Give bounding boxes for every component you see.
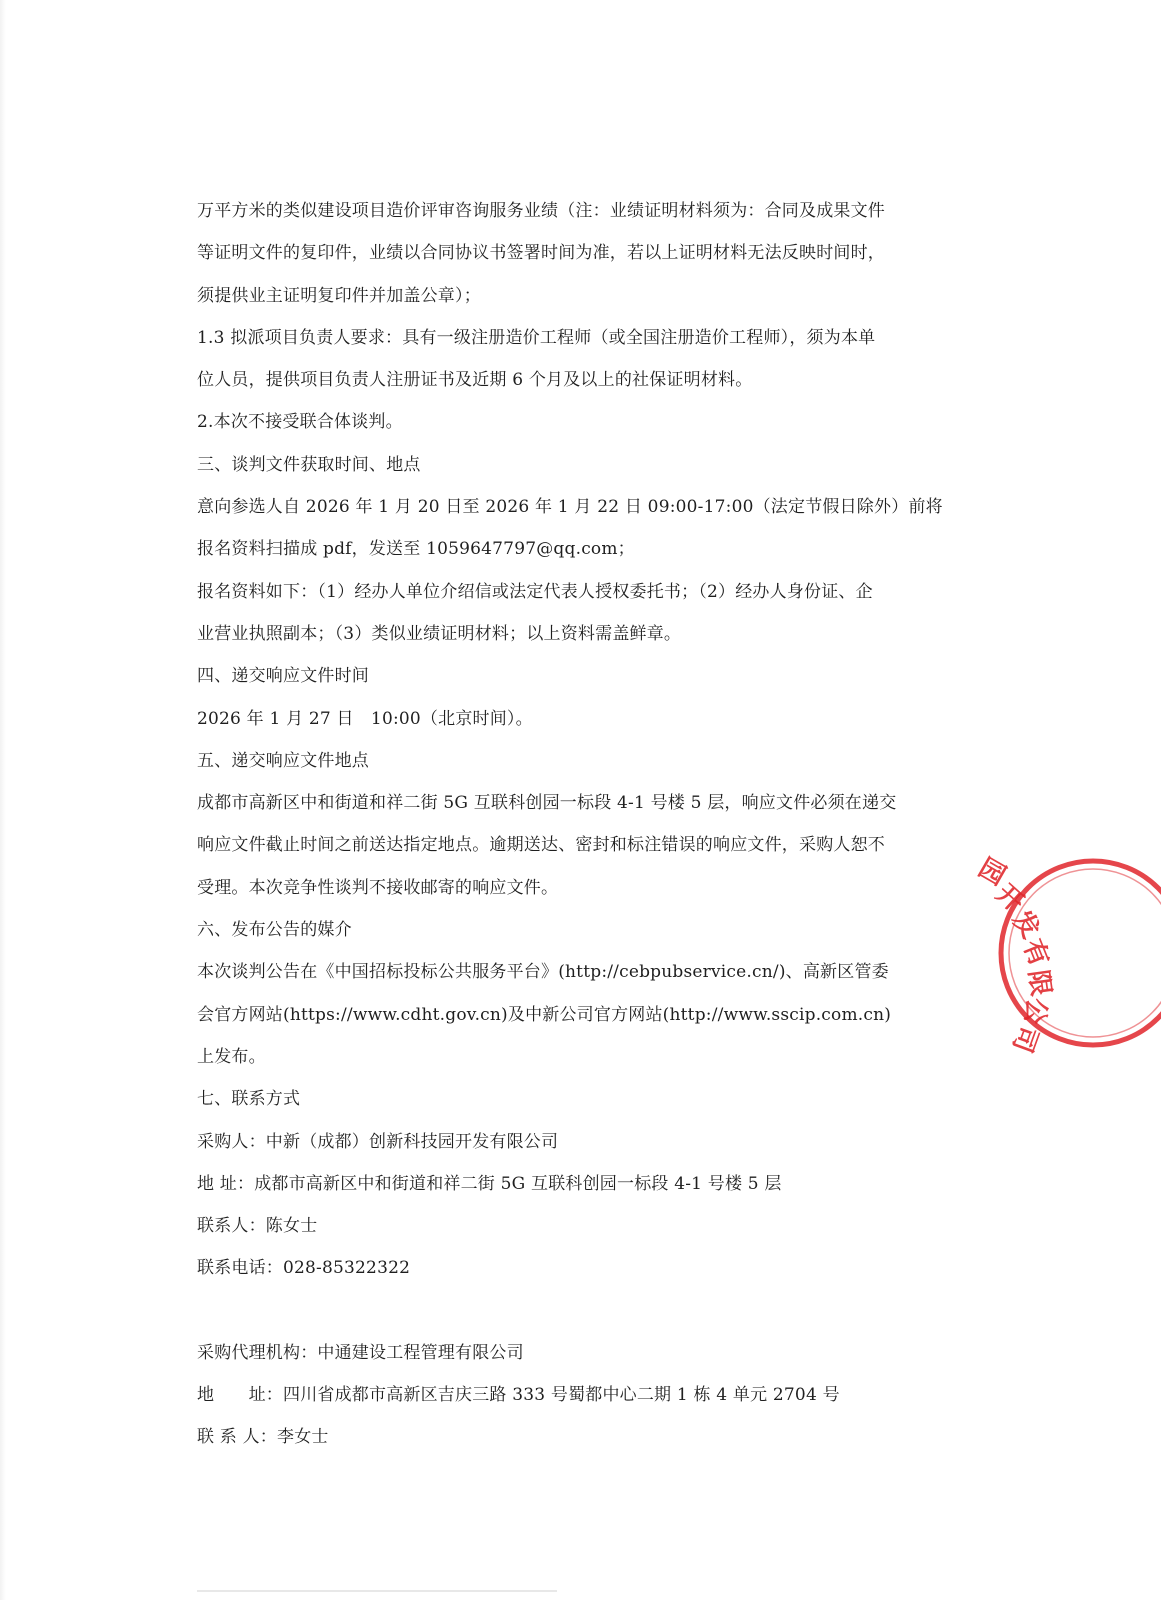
body-line: 意向参选人自 2026 年 1 月 20 日至 2026 年 1 月 22 日 09:00-17:00（法定节假日除外）前将	[197, 497, 943, 518]
agency-contact: 联 系 人：李女士	[197, 1427, 329, 1448]
purchaser-name: 采购人：中新（成都）创新科技园开发有限公司	[197, 1131, 559, 1152]
svg-text:公: 公	[1018, 996, 1052, 1026]
agency-address: 地 址：四川省成都市高新区吉庆三路 333 号蜀都中心二期 1 栋 4 单元 2704 号	[197, 1385, 840, 1406]
body-line: 报名资料如下：（1）经办人单位介绍信或法定代表人授权委托书；（2）经办人身份证、企	[197, 581, 873, 602]
company-seal-stamp	[973, 848, 1161, 1058]
section-heading-7: 七、联系方式	[197, 1089, 301, 1110]
body-line: 报名资料扫描成 pdf，发送至 1059647797@qq.com；	[197, 539, 635, 560]
seal-outer-ring	[1001, 861, 1161, 1045]
svg-text:园: 园	[973, 853, 1011, 892]
purchaser-phone: 联系电话：028-85322322	[197, 1258, 411, 1279]
svg-text:司: 司	[1006, 1021, 1044, 1057]
body-line: 成都市高新区中和街道和祥二街 5G 互联科创园一标段 4-1 号楼 5 层，响应文件必须在递交	[197, 793, 897, 814]
body-line: 2026 年 1 月 27 日 10:00（北京时间）。	[197, 708, 533, 729]
scan-edge	[0, 0, 6, 1600]
section-heading-6: 六、发布公告的媒介	[197, 920, 352, 941]
body-line: 上发布。	[197, 1046, 266, 1067]
footer-rule	[197, 1590, 557, 1592]
body-line: 响应文件截止时间之前送达指定地点。逾期送达、密封和标注错误的响应文件，采购人恕不	[197, 835, 885, 856]
body-line: 万平方米的类似建设项目造价评审咨询服务业绩（注：业绩证明材料须为：合同及成果文件	[197, 201, 885, 221]
svg-text:开: 开	[990, 878, 1030, 919]
body-line: 业营业执照副本；（3）类似业绩证明材料；以上资料需盖鲜章。	[197, 623, 682, 644]
body-line: 本次谈判公告在《中国招标投标公共服务平台》(http://cebpubservice.cn/)、高新区管委	[197, 962, 889, 983]
seal-text	[973, 853, 1056, 1056]
body-line: 会官方网站(https://www.cdht.gov.cn)及中新公司官方网站(http://www.sscip.com.cn)	[197, 1004, 892, 1025]
document-body	[197, 190, 962, 1459]
svg-text:有: 有	[1016, 935, 1055, 971]
body-line: 2.本次不接受联合体谈判。	[197, 412, 403, 433]
body-line: 1.3 拟派项目负责人要求：具有一级注册造价工程师（或全国注册造价工程师），须为本单	[197, 327, 876, 348]
section-heading-5: 五、递交响应文件地点	[197, 750, 369, 771]
svg-text:限: 限	[1022, 968, 1056, 998]
section-heading-4: 四、递交响应文件时间	[197, 666, 369, 687]
body-line: 等证明文件的复印件，业绩以合同协议书签署时间为准，若以上证明材料无法反映时间时，	[197, 243, 885, 264]
section-heading-3: 三、谈判文件获取时间、地点	[197, 454, 421, 475]
body-line: 受理。本次竞争性谈判不接收邮寄的响应文件。	[197, 877, 559, 898]
svg-text:发: 发	[1005, 905, 1046, 945]
body-line: 位人员，提供项目负责人注册证书及近期 6 个月及以上的社保证明材料。	[197, 370, 753, 391]
seal-inner-ring	[1009, 869, 1161, 1037]
purchaser-contact: 联系人：陈女士	[197, 1216, 318, 1237]
purchaser-address: 地 址：成都市高新区中和街道和祥二街 5G 互联科创园一标段 4-1 号楼 5 层	[197, 1173, 782, 1194]
body-line: 须提供业主证明复印件并加盖公章）；	[197, 285, 481, 306]
agency-name: 采购代理机构：中通建设工程管理有限公司	[197, 1342, 524, 1363]
